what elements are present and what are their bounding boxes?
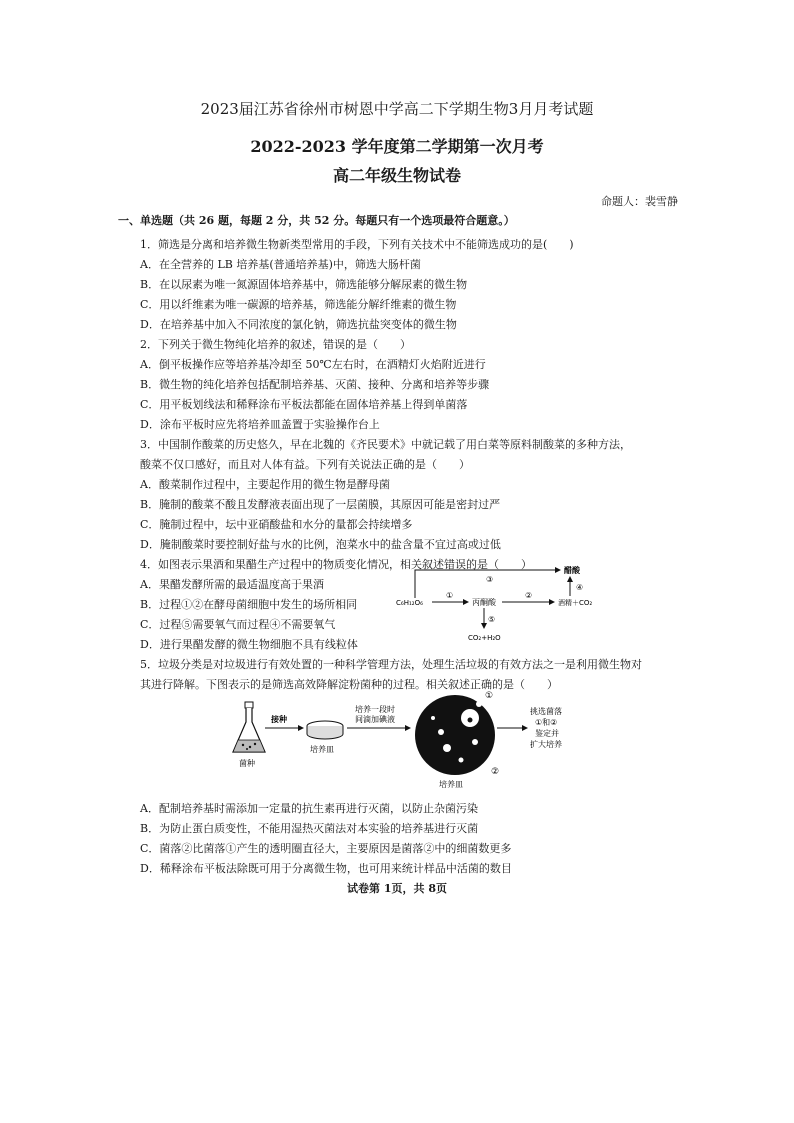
author-line: 命题人：裴雪静 [601,195,678,208]
question-5-option-b: B．为防止蛋白质变性，不能用湿热灭菌法对本实验的培养基进行灭菌 [140,822,479,835]
question-1-option-b: B．在以尿素为唯一氮源固体培养基中，筛选能够分解尿素的微生物 [140,278,468,291]
question-2-option-a: A．倒平板操作应等培养基冷却至 50℃左右时，在酒精灯火焰附近进行 [140,358,486,371]
flask-icon [233,702,265,752]
question-4-option-c: C．过程⑤需要氧气而过程④不需要氧气 [140,618,336,631]
step-3-label: ③ [486,575,494,584]
fermentation-pathway-diagram [390,560,620,650]
glucose-label: C₆H₁₂O₆ [396,599,423,607]
step-4-label: ④ [576,583,584,592]
question-5-option-c: C．菌落②比菌落①产生的透明圈直径大，主要原因是菌落②中的细菌数更多 [140,842,512,855]
question-3-option-a: A．酸菜制作过程中，主要起作用的微生物是酵母菌 [140,478,390,491]
plate-label: 培养皿 [439,780,463,789]
question-3-option-d: D．腌制酸菜时要控制好盐与水的比例，泡菜水中的盐含量不宜过高或过低 [140,538,501,551]
question-5-option-d: D．稀释涂布平板法除既可用于分离微生物，也可用来统计样品中活菌的数目 [140,862,512,875]
pyruvate-label: 丙酮酸 [472,598,496,607]
question-1-option-a: A．在全营养的 LB 培养基(普通培养基)中，筛选大肠杆菌 [140,258,421,271]
starch-degrading-screening-diagram [225,690,595,790]
step-2-label: ② [525,591,533,600]
strain-label: 菌种 [239,759,255,768]
question-1-stem: 1．筛选是分离和培养微生物新类型常用的手段，下列有关技术中不能筛选成功的是( ) [140,238,574,251]
section-header: 一、单选题（共 26 题，每题 2 分，共 52 分。每题只有一个选项最符合题意。） [118,214,515,227]
document-title: 2023届江苏省徐州市树恩中学高二下学期生物3月月考试题 [200,100,594,118]
question-4-stem: 4．如图表示果酒和果醋生产过程中的物质变化情况，相关叙述错误的是（ ） [140,558,532,571]
question-4-option-a: A．果醋发酵所需的最适温度高于果酒 [140,578,324,591]
select-label-line-2: ①和② [535,718,558,727]
question-4-option-d: D．进行果醋发酵的微生物细胞不具有线粒体 [140,638,358,651]
colony-2-label: ② [491,767,500,777]
question-2-option-d: D．涂布平板时应先将培养皿盖置于实验操作台上 [140,418,380,431]
question-1-option-d: D．在培养基中加入不同浓度的氯化钠，筛选抗盐突变体的微生物 [140,318,457,331]
page-footer: 试卷第 1页，共 8页 [347,882,447,895]
question-3-stem-line-2: 酸菜不仅口感好，而且对人体有益。下列有关说法正确的是（ ） [140,458,470,471]
select-label-line-4: 扩大培养 [530,740,562,749]
question-3-option-c: C．腌制过程中，坛中亚硝酸盐和水分的量都会持续增多 [140,518,413,531]
question-5-stem-line-1: 5．垃圾分类是对垃圾进行有效处置的一种科学管理方法，处理生活垃圾的有效方法之一是利用微生物对 [140,658,642,671]
select-label-line-3: 鉴定并 [535,729,559,738]
select-label-line-1: 挑选菌落 [530,707,562,716]
question-5-option-a: A．配制培养基时需添加一定量的抗生素再进行灭菌，以防止杂菌污染 [140,802,478,815]
culture-label-line-1: 培养一段时 [355,705,395,714]
question-4-option-b: B．过程①②在酵母菌细胞中发生的场所相同 [140,598,358,611]
question-2-option-b: B．微生物的纯化培养包括配制培养基、灭菌、接种、分离和培养等步骤 [140,378,490,391]
inoculate-label: 接种 [271,715,287,724]
culture-label-line-2: 间滴加碘液 [355,715,395,724]
question-3-stem-line-1: 3．中国制作酸菜的历史悠久，早在北魏的《齐民要术》中就记载了用白菜等原料制酸菜的多种方法， [140,438,631,451]
exam-title: 2022-2023 学年度第二学期第一次月考 [250,137,544,156]
petri-dish-icon [307,721,343,739]
question-1-option-c: C．用以纤维素为唯一碳源的培养基，筛选能分解纤维素的微生物 [140,298,457,311]
co2-h2o-label: CO₂+H₂O [468,634,501,642]
ethanol-co2-label: 酒精＋CO₂ [558,599,593,607]
colony-1-label: ① [485,691,494,701]
question-5-stem-line-2: 其进行降解。下图表示的是筛选高效降解淀粉菌种的过程。相关叙述正确的是（ ） [140,678,558,691]
question-2-stem: 2．下列关于微生物纯化培养的叙述，错误的是（ ） [140,338,411,351]
step-5-label: ⑤ [488,615,496,624]
paper-title: 高二年级生物试卷 [332,166,461,185]
culture-plate [415,695,495,775]
question-3-option-b: B．腌制的酸菜不酸且发酵液表面出现了一层菌膜，其原因可能是密封过严 [140,498,501,511]
step-1-label: ① [446,591,454,600]
dish-label: 培养皿 [310,745,334,754]
acetic-acid-label: 醋酸 [564,566,580,575]
question-2-option-c: C．用平板划线法和稀释涂布平板法都能在固体培养基上得到单菌落 [140,398,468,411]
